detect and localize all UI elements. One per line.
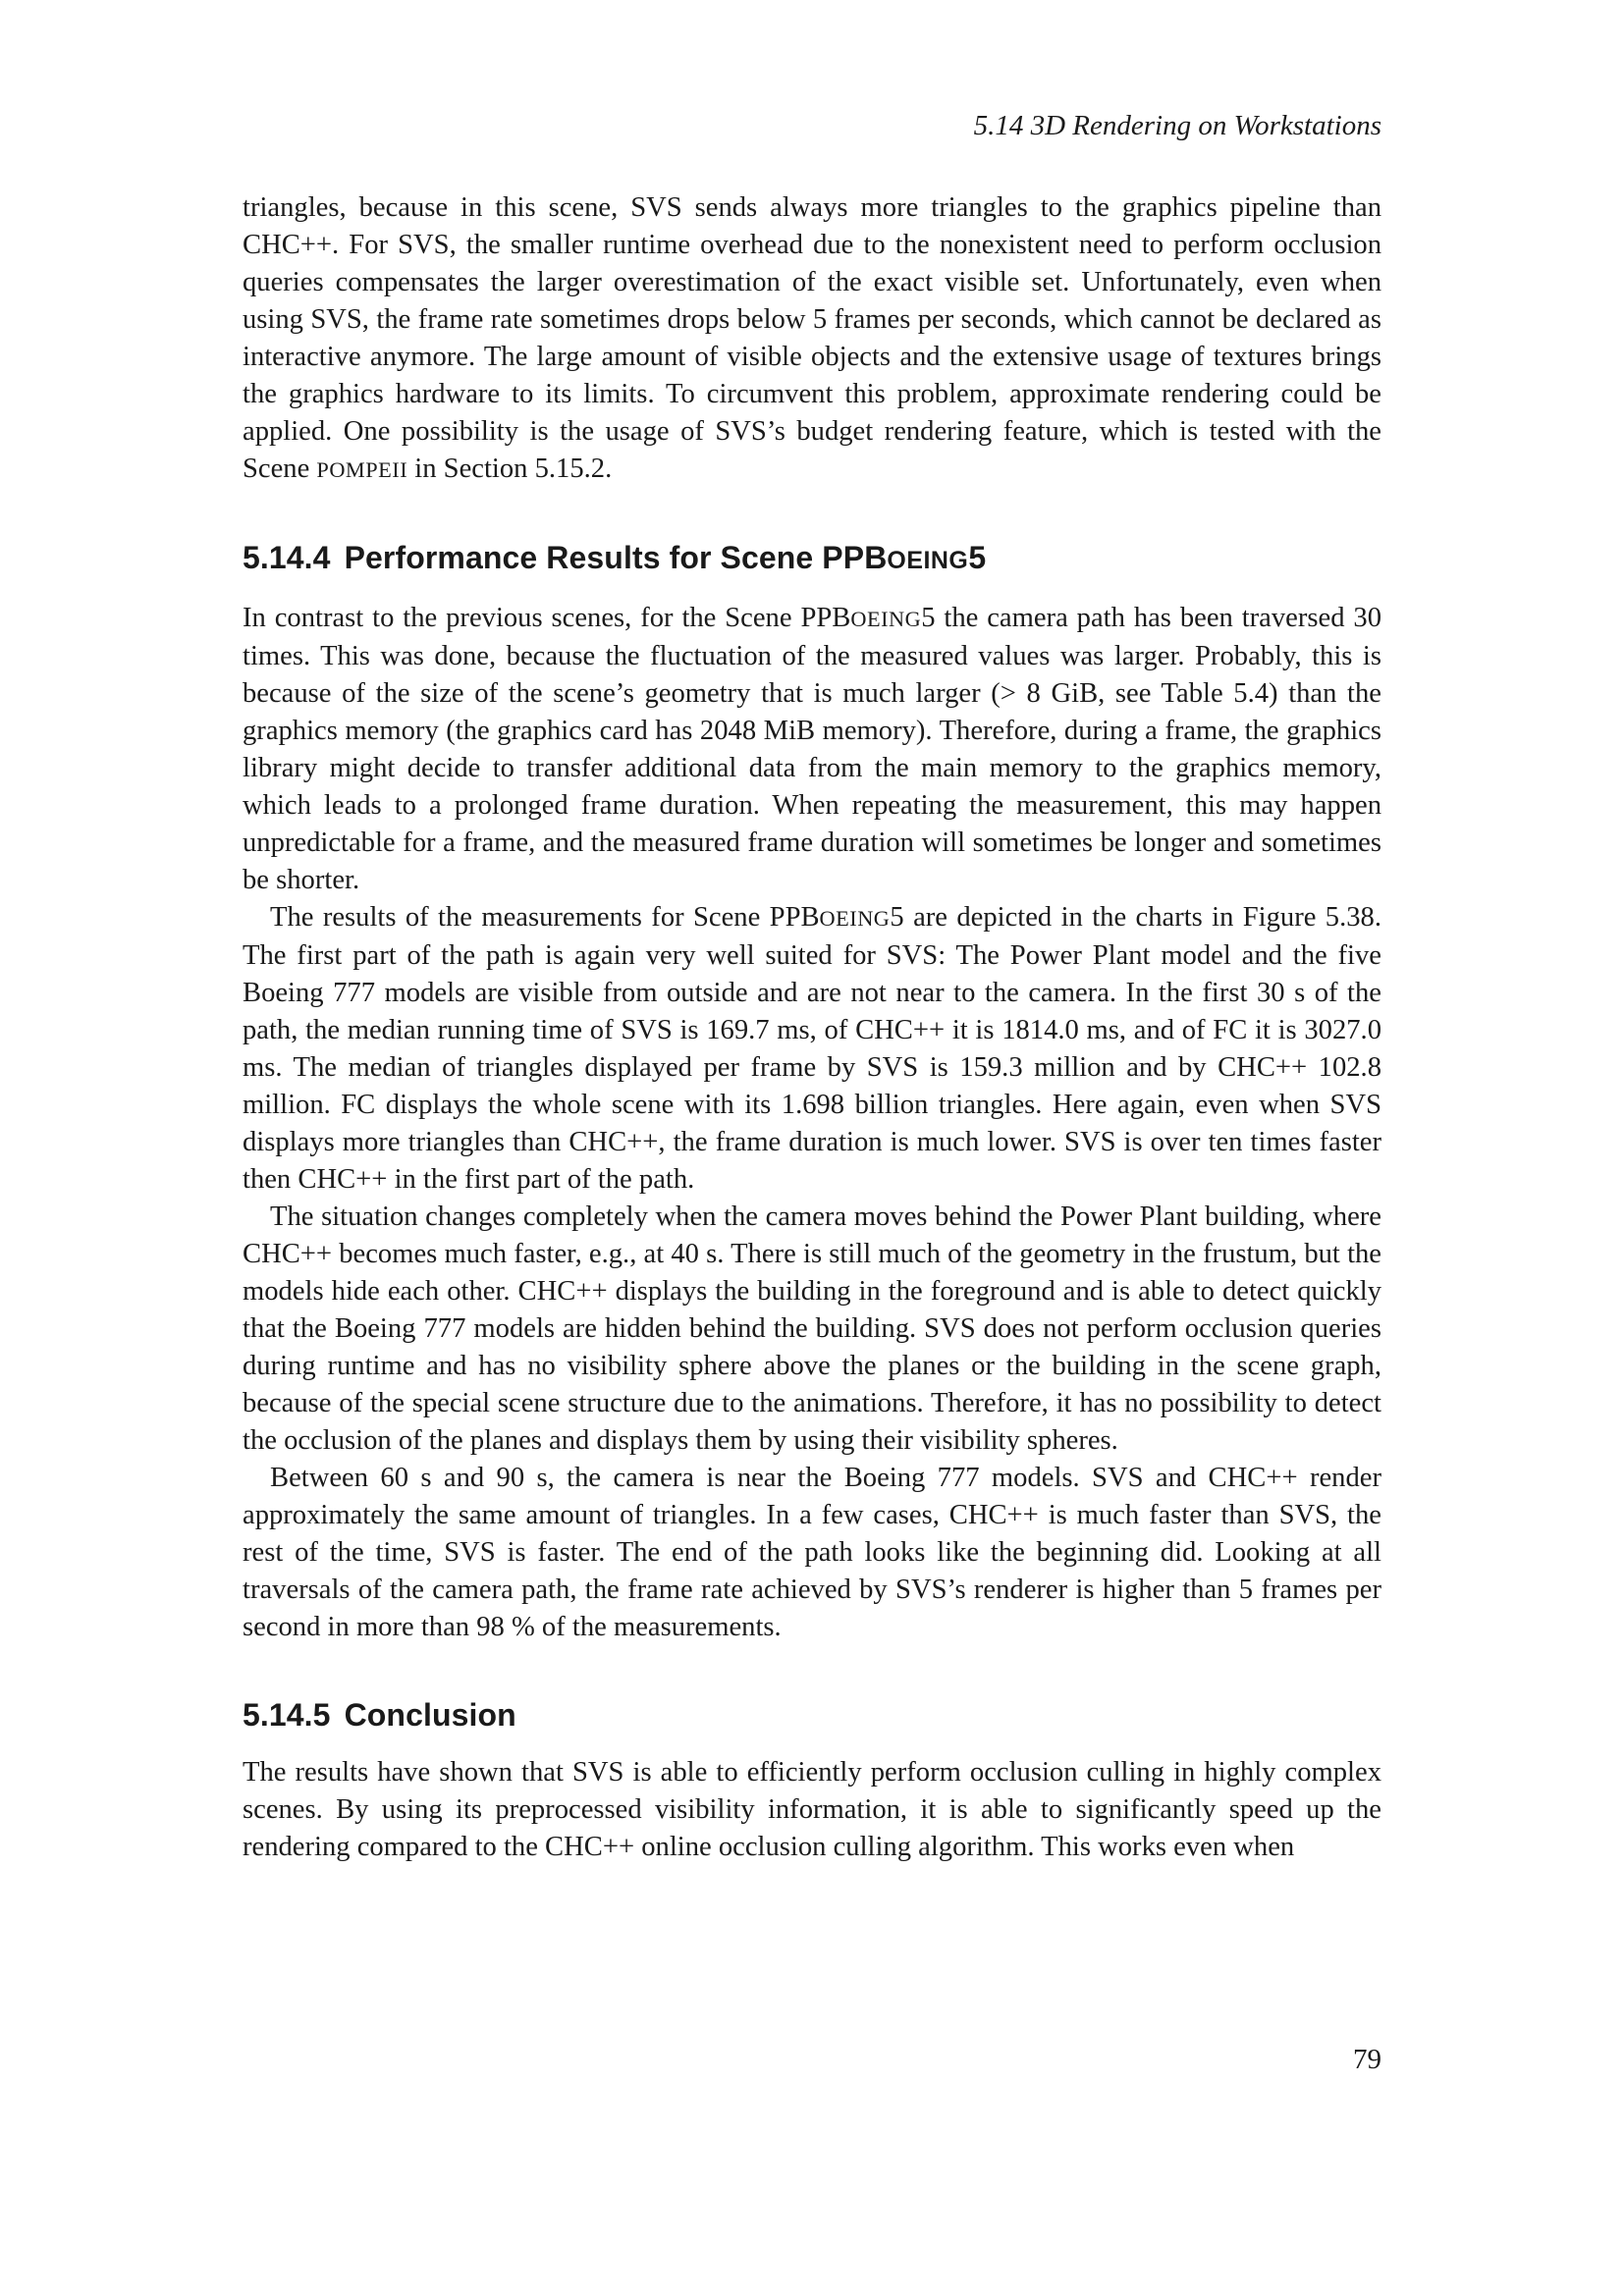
- paragraph-continued: triangles, because in this scene, SVS sends always more triangles to the graphics pipeline than CHC++. For SVS, the smaller runtime overhead due to the nonexistent need to perform occlusion queries compensates the larger overestimation of the exact visible set. Unfortunately, even when using SVS, the frame rate sometimes drops below 5 frames per seconds, which cannot be declared as interactive anymore. The large amount of visible objects and the extensive usage of textures brings the graphics hardware to its limits. To circumvent this problem, approximate rendering could be applied. One possibility is the usage of SVS’s budget rendering feature, which is tested with the Scene POMPEII in Section 5.15.2.: [243, 192, 1381, 484]
- paragraph: The situation changes completely when the camera moves behind the Power Plant building, where CHC++ becomes much faster, e.g., at 40 s. There is still much of the geometry in the frustum, but the models hide each other. CHC++ displays the building in the foreground and is able to detect quickly that the Boeing 777 models are hidden behind the building. SVS does not perform occlusion queries during runtime and has no visibility sphere above the planes or the building in the scene graph, because of the special scene structure due to the animations. Therefore, it has no possibility to detect the occlusion of the planes and displays them by using their visibility spheres.: [243, 1201, 1381, 1456]
- paragraph: Between 60 s and 90 s, the camera is near the Boeing 777 models. SVS and CHC++ render approximately the same amount of triangles. In a few cases, CHC++ is much faster than SVS, the rest of the time, SVS is faster. The end of the path looks like the beginning did. Looking at all traversals of the camera path, the frame rate achieved by SVS’s renderer is higher than 5 frames per second in more than 98 % of the measurements.: [243, 1463, 1381, 1642]
- page-number: 79: [1353, 2044, 1381, 2075]
- paragraph: The results of the measurements for Scene PPBOEING5 are depicted in the charts in Figure 5.38. The first part of the path is again very well suited for SVS: The Power Plant model and the five Boeing 777 models are visible from outside and are not near to the camera. In the first 30 s of the path, the median running time of SVS is 169.7 ms, of CHC++ it is 1814.0 ms, and of FC it is 3027.0 ms. The median of triangles displayed per frame by SVS is 159.3 million and by CHC++ 102.8 million. FC displays the whole scene with its 1.698 billion triangles. Here again, even when SVS displays more triangles than CHC++, the frame duration is much lower. SVS is over ten times faster then CHC++ in the first part of the path.: [243, 902, 1381, 1195]
- paragraph: In contrast to the previous scenes, for the Scene PPBOEING5 the camera path has been traversed 30 times. This was done, because the fluctuation of the measured values was larger. Probably, this is because of the size of the scene’s geometry that is much larger (> 8 GiB, see Table 5.4) than the graphics memory (the graphics card has 2048 MiB memory). Therefore, during a frame, the graphics library might decide to transfer additional data from the main memory to the graphics memory, which leads to a prolonged frame duration. When repeating the measurement, this may happen unpredictable for a frame, and the measured frame duration will sometimes be longer and sometimes be shorter.: [243, 603, 1382, 895]
- paragraph: The results have shown that SVS is able to efficiently perform occlusion culling in highly complex scenes. By using its preprocessed visibility information, it is able to significantly speed up the rendering compared to the CHC++ online occlusion culling algorithm. This works even when: [243, 1757, 1381, 1862]
- page-content: [243, 189, 1381, 1866]
- section-number: 5.14.5: [243, 1697, 331, 1733]
- section-heading-5-14-5: 5.14.5 Conclusion: [243, 1697, 516, 1733]
- section-heading-5-14-4: 5.14.4 Performance Results for Scene PPBOEING5: [243, 540, 987, 575]
- section-number: 5.14.4: [243, 540, 331, 575]
- scene-name-pompeii: POMPEII: [316, 457, 408, 482]
- running-header: 5.14 3D Rendering on Workstations: [973, 110, 1381, 141]
